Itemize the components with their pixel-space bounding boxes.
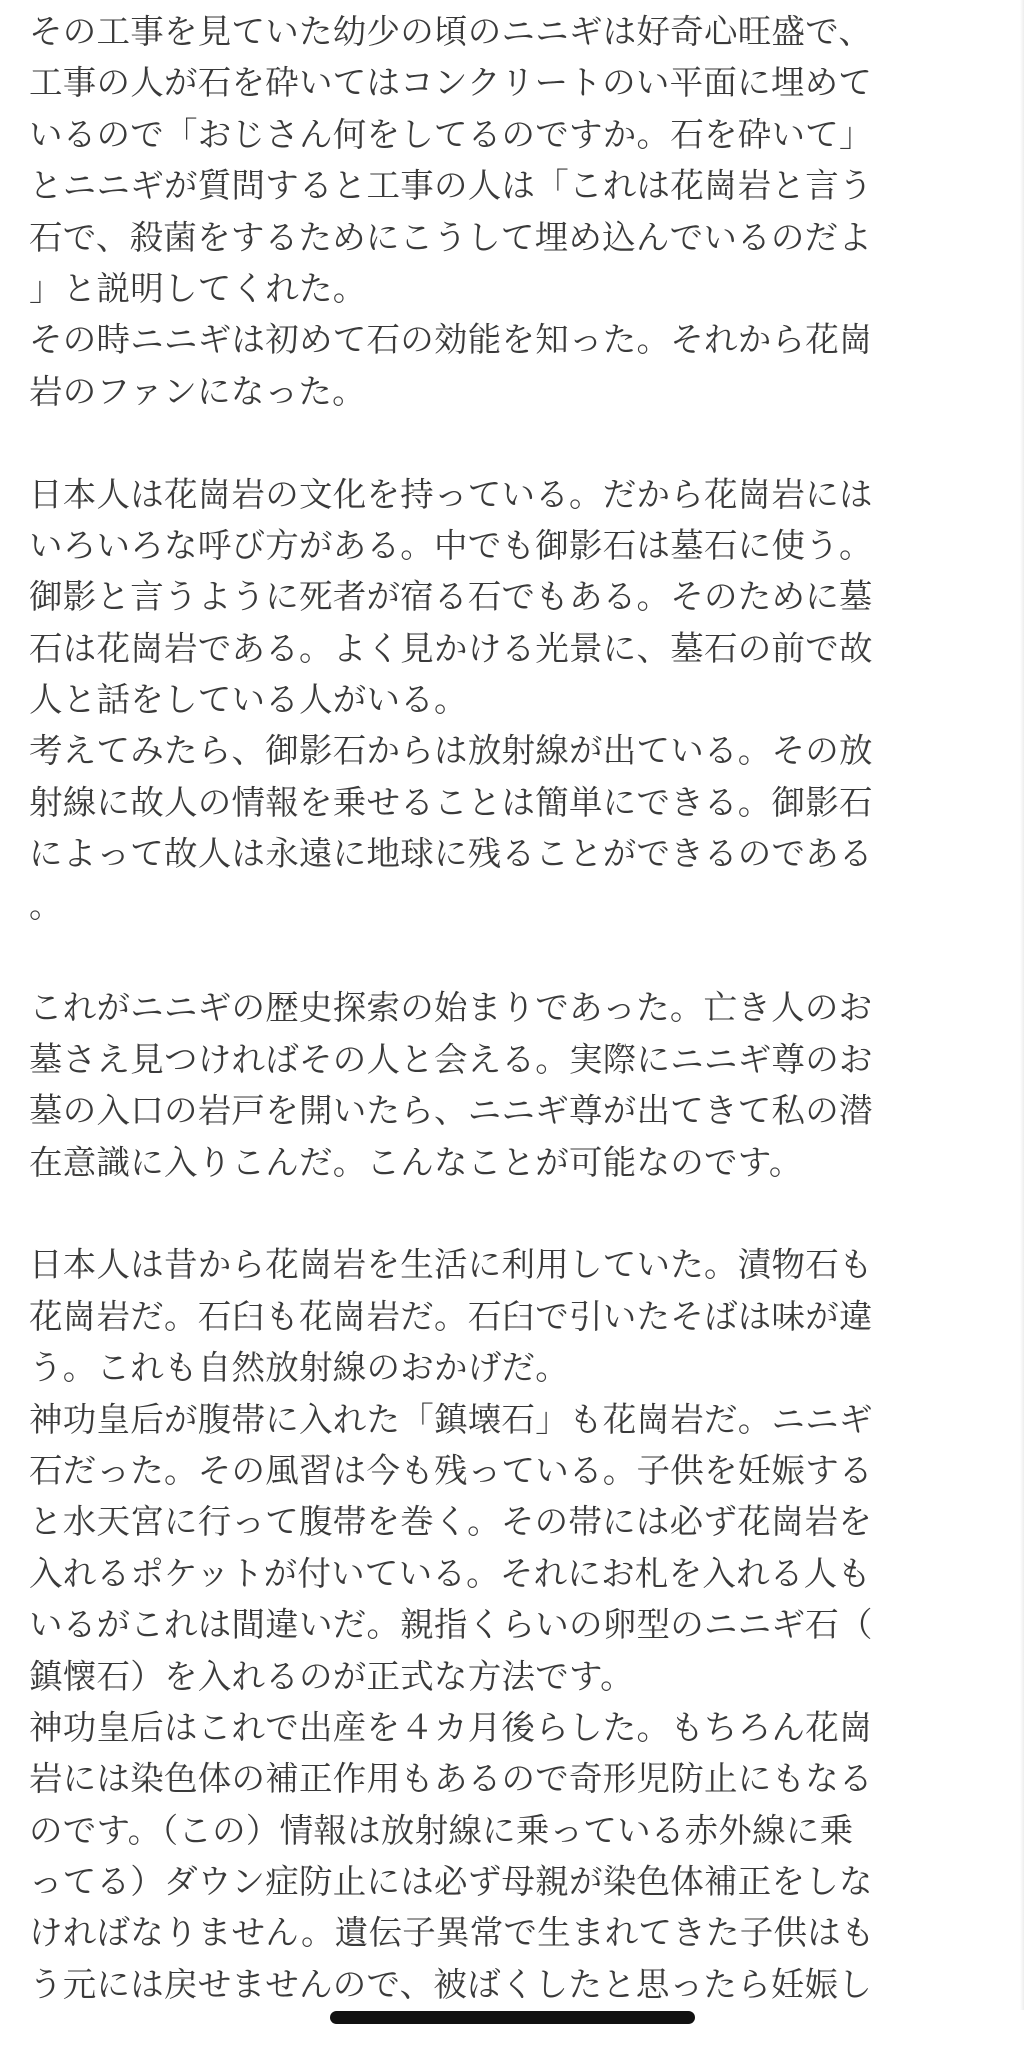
text-line: によって故人は永遠に地球に残ることができるのである bbox=[29, 834, 873, 874]
text-line: 日本人は花崗岩の文化を持っている。だから花崗岩には bbox=[29, 474, 873, 514]
text-line: 在意識に入りこんだ。こんなことが可能なのです。 bbox=[29, 1142, 803, 1182]
text-line: 日本人は昔から花崗岩を生活に利用していた。漬物石も bbox=[29, 1245, 873, 1285]
text-line: いるがこれは間違いだ。親指くらいの卵型のニニギ石（ bbox=[29, 1605, 873, 1645]
text-line: その時ニニギは初めて石の効能を知った。それから花崗 bbox=[29, 320, 873, 360]
text-line: ければなりません。遺伝子異常で生まれてきた子供はも bbox=[29, 1913, 875, 1953]
text-line: と水天宮に行って腹帯を巻く。その帯には必ず花崗岩を bbox=[29, 1502, 873, 1542]
text-line: 射線に故人の情報を乗せることは簡単にできる。御影石 bbox=[29, 782, 873, 822]
text-line: ってる）ダウン症防止には必ず母親が染色体補正をしな bbox=[29, 1862, 873, 1902]
text-line: 。 bbox=[29, 885, 63, 925]
text-line: 人と話をしている人がいる。 bbox=[29, 680, 468, 720]
text-line: 」と説明してくれた。 bbox=[29, 268, 367, 308]
text-line: 墓の入口の岩戸を開いたら、ニニギ尊が出てきて私の潜 bbox=[29, 1091, 873, 1131]
text-line: 考えてみたら、御影石からは放射線が出ている。その放 bbox=[29, 731, 873, 771]
text-line: 石だった。その風習は今も残っている。子供を妊娠する bbox=[29, 1450, 873, 1490]
text-line: これがニニギの歴史探索の始まりであった。亡き人のお bbox=[29, 988, 873, 1028]
blank-line bbox=[29, 1188, 1009, 1239]
text-line: のです。（この）情報は放射線に乗っている赤外線に乗 bbox=[29, 1810, 854, 1850]
text-line: 入れるポケットが付いている。それにお札を入れる人も bbox=[29, 1553, 872, 1593]
text-line: 工事の人が石を砕いてはコンクリートのい平面に埋めて bbox=[29, 63, 873, 103]
text-line: う。これも自然放射線のおかげだ。 bbox=[29, 1348, 569, 1388]
text-line: 神功皇后はこれで出産を４カ月後らした。もちろん花崗 bbox=[29, 1707, 873, 1747]
text-line: 鎮懐石）を入れるのが正式な方法です。 bbox=[29, 1656, 634, 1696]
text-line: 岩のファンになった。 bbox=[29, 371, 366, 411]
home-indicator-bar[interactable] bbox=[330, 2011, 695, 2024]
text-line: う元には戻せませんので、被ばくしたと思ったら妊娠し bbox=[29, 1964, 873, 2004]
text-line: 御影と言うように死者が宿る石でもある。そのために墓 bbox=[29, 577, 873, 617]
text-line: 墓さえ見つければその人と会える。実際にニニギ尊のお bbox=[29, 1039, 873, 1079]
article-body bbox=[29, 6, 1009, 2010]
page-edge-shadow bbox=[1020, 0, 1024, 2048]
text-line: その工事を見ていた幼少の頃のニニギは好奇心旺盛で、 bbox=[29, 12, 873, 51]
text-line: いるので「おじさん何をしてるのですか。石を砕いて」 bbox=[29, 114, 873, 154]
text-line: 神功皇后が腹帯に入れた「鎮壊石」も花崗岩だ。ニニギ bbox=[29, 1399, 873, 1439]
text-line: いろいろな呼び方がある。中でも御影石は墓石に使う。 bbox=[29, 525, 873, 565]
text-line: 石で、殺菌をするためにこうして埋め込んでいるのだよ bbox=[29, 217, 873, 257]
blank-line bbox=[29, 931, 1009, 982]
text-line: 石は花崗岩である。よく見かける光景に、墓石の前で故 bbox=[29, 628, 873, 668]
text-line: とニニギが質問すると工事の人は「これは花崗岩と言う bbox=[29, 166, 873, 206]
text-line: 花崗岩だ。石臼も花崗岩だ。石臼で引いたそばは味が違 bbox=[29, 1296, 873, 1336]
text-line: 岩には染色体の補正作用もあるので奇形児防止にもなる bbox=[29, 1759, 873, 1799]
blank-line bbox=[29, 417, 1009, 468]
